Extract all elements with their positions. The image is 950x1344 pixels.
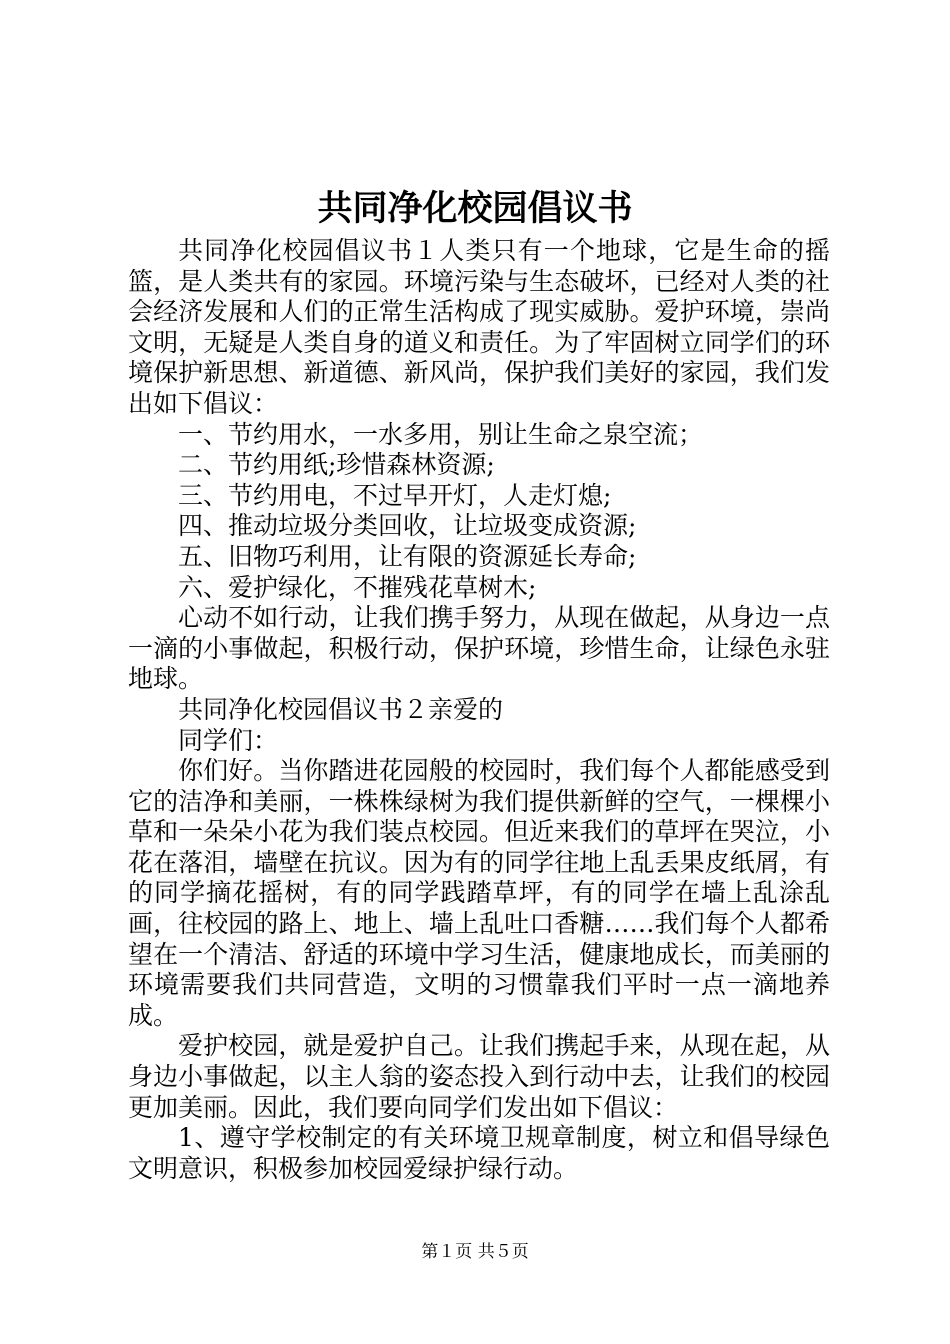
document-title: 共同净化校园倡议书 [317, 188, 633, 229]
paragraph-greeting: 你们好。当你踏进花园般的校园时，我们每个人都能感受到它的洁净和美丽，一株株绿树为我们提供新鲜的空气，一棵棵小草和一朵朵小花为我们装点校园。但近来我们的草坪在哭泣，小花在落泪，墙壁在抗议。因为有的同学往地上乱丢果皮纸屑，有的同学摘花摇树，有的同学践踏草坪，有的同学在墙上乱涂乱画，往校园的路上、地上、墙上乱吐口香糖……我们每个人都希望在一个清洁、舒适的环境中学习生活，健康地成长，而美丽的环境需要我们共同营造，文明的习惯靠我们平时一点一滴地养成。 [128, 756, 830, 1030]
paragraph-salutation: 同学们： [178, 725, 279, 755]
document-body [128, 236, 830, 1184]
paragraph-call-to-action: 心动不如行动，让我们携手努力，从现在做起，从身边一点一滴的小事做起，积极行动，保护环境，珍惜生命，让绿色永驻地球。 [128, 603, 830, 694]
paragraph-intro: 共同净化校园倡议书１人类只有一个地球，它是生命的摇篮，是人类共有的家园。环境污染与生态破坏，已经对人类的社会经济发展和人们的正常生活构成了现实威胁。爱护环境，崇尚文明，无疑是人类自身的道义和责任。为了牢固树立同学们的环境保护新思想、新道德、新风尚，保护我们美好的家园，我们发出如下倡议： [128, 236, 830, 418]
paragraph-protect-campus: 爱护校园，就是爱护自己。让我们携起手来，从现在起，从身边小事做起，以主人翁的姿态投入到行动中去，让我们的校园更加美丽。因此，我们要向同学们发出如下倡议： [128, 1031, 830, 1122]
list-item-1: 一、节约用水，一水多用，别让生命之泉空流； [178, 419, 704, 449]
list-item-2: 二、节约用纸;珍惜森林资源; [178, 450, 495, 480]
paragraph-proposal-1: 1、遵守学校制定的有关环境卫规章制度，树立和倡导绿色文明意识，积极参加校园爱绿护绿行动。 [128, 1123, 830, 1183]
list-item-3: 三、节约用电，不过早开灯，人走灯熄; [178, 480, 612, 510]
list-item-6: 六、爱护绿化，不摧残花草树木; [178, 572, 537, 602]
paragraph-second-title: 共同净化校园倡议书２亲爱的 [178, 694, 504, 724]
page-footer: 第１页 共５页 [421, 1242, 529, 1262]
list-item-4: 四、推动垃圾分类回收，让垃圾变成资源; [178, 511, 637, 541]
list-item-5: 五、旧物巧利用，让有限的资源延长寿命; [178, 541, 637, 571]
